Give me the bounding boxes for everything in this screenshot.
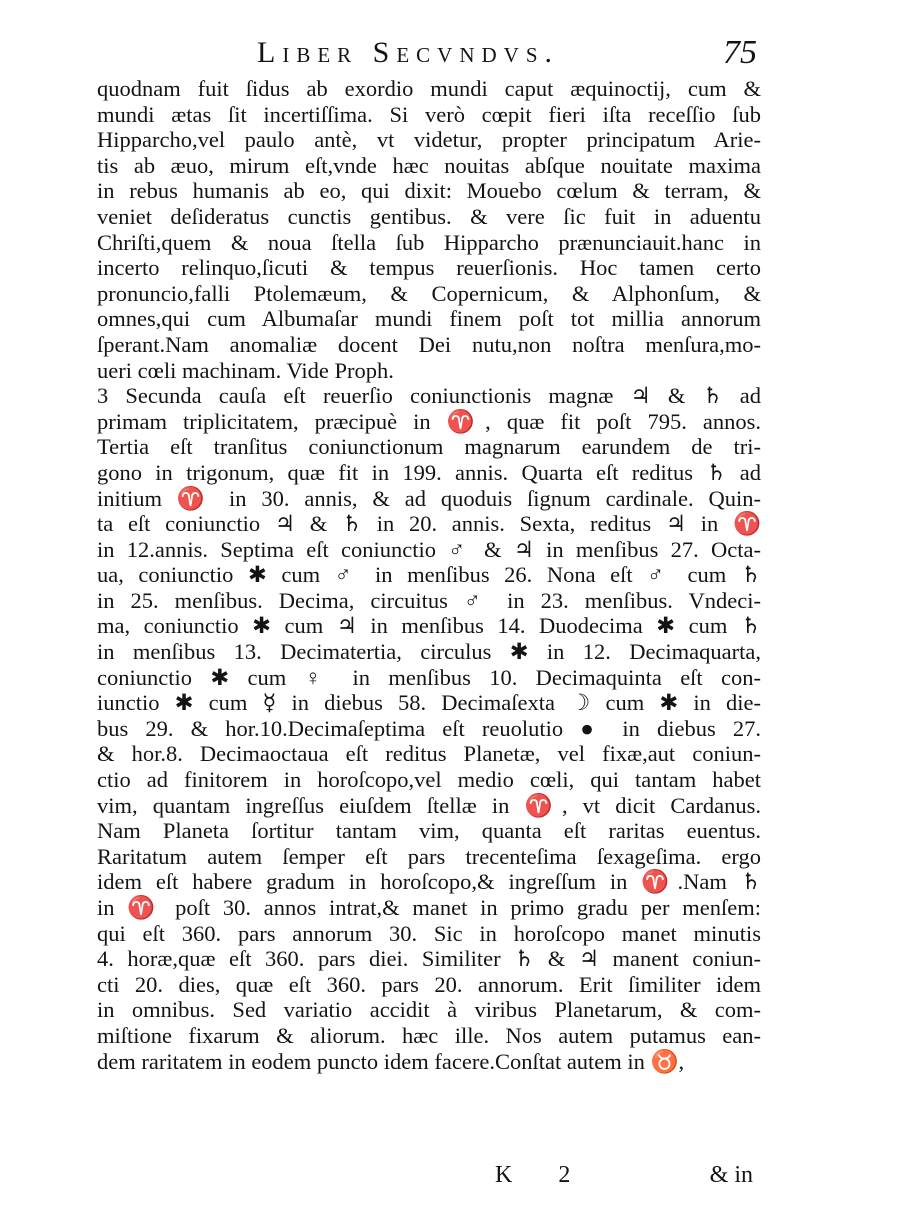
- text-line: in ♈ poſt 30. annos intrat,& manet in primo gradu per menſem:: [97, 895, 761, 920]
- text-line: cti 20. dies, quæ eſt 360. pars 20. annorum. Erit ſimiliter idem: [97, 971, 761, 997]
- text-line: Nam Planeta ſortitur tantam vim, quanta eſt raritas euentus.: [97, 818, 761, 844]
- body-text: [97, 76, 761, 1074]
- text-line: ma, coniunctio ✱ cum ♃ in menſibus 14. Duodecima ✱ cum ♄: [97, 613, 761, 639]
- text-line: & hor.8. Decimaoctaua eſt reditus Planetæ, vel fixæ,aut coniun-: [97, 741, 761, 767]
- running-title: Liber Secvndvs.: [257, 36, 560, 69]
- signature-mark: K 2: [495, 1162, 591, 1188]
- page-footer: [97, 1162, 761, 1196]
- text-line: mundi ætas ſit incertiſſima. Si verò cœpit fieri iſta receſſio ſub: [97, 101, 761, 127]
- text-line: ueri cœli machinam. Vide Proph.: [97, 357, 394, 383]
- text-line: Hipparcho,vel paulo antè, vt videtur, propter principatum Arie-: [97, 127, 761, 153]
- text-line: pronuncio,falli Ptolemæum, & Copernicum, & Alphonſum, &: [97, 280, 761, 306]
- text-line: bus 29. & hor.10.Decimaſeptima eſt reuolutio ● in diebus 27.: [97, 715, 761, 741]
- text-line: incerto relinquo,ſicuti & tempus reuerſionis. Hoc tamen certo: [97, 255, 761, 281]
- text-line: coniunctio ✱ cum ♀ in menſibus 10. Decimaquinta eſt con-: [97, 664, 761, 690]
- text-line: idem eſt habere gradum in horoſcopo,& ingreſſum in ♈.Nam ♄: [97, 869, 761, 895]
- text-line: vim, quantam ingreſſus eiuſdem ſtellæ in ♈, vt dicit Cardanus.: [97, 792, 761, 818]
- text-line: qui eſt 360. pars annorum 30. Sic in horoſcopo manet minutis: [97, 920, 761, 946]
- text-line: gono in trigonum, quæ fit in 199. annis. Quarta eſt reditus ♄ ad: [97, 459, 761, 485]
- text-line: quodnam fuit ſidus ab exordio mundi caput æquinoctij, cum &: [97, 76, 761, 101]
- catchword: & in: [709, 1162, 753, 1188]
- text-line: Chriſti,quem & noua ſtella ſub Hipparcho prænunciauit.hanc in: [97, 229, 761, 255]
- text-line: omnes,qui cum Albumaſar mundi finem poſt tot millia annorum: [97, 306, 761, 332]
- text-line: iunctio ✱ cum ☿ in diebus 58. Decimaſexta ☽ cum ✱ in die-: [97, 690, 761, 716]
- page-number: 75: [723, 34, 757, 71]
- text-line: dem raritatem in eodem puncto idem facere.Conſtat autem in ♉,: [97, 1048, 685, 1074]
- text-line: ſperant.Nam anomaliæ docent Dei nutu,non noſtra menſura,mo-: [97, 331, 761, 357]
- text-line: 4. horæ,quæ eſt 360. pars diei. Similiter ♄ & ♃ manent coniun-: [97, 946, 761, 972]
- text-line: Raritatum autem ſemper eſt pars trecenteſima ſexageſima. ergo: [97, 843, 761, 869]
- text-line: in omnibus. Sed variatio accidit à viribus Planetarum, & com-: [97, 997, 761, 1023]
- text-line: miſtione fixarum & aliorum. hæc ille. Nos autem putamus ean-: [97, 1022, 761, 1048]
- text-line: Tertia eſt tranſitus coniunctionum magnarum earundem de tri-: [97, 434, 761, 460]
- text-line: in 25. menſibus. Decima, circuitus ♂ in 23. menſibus. Vndeci-: [97, 587, 761, 613]
- text-line: 3 Secunda cauſa eſt reuerſio coniunctionis magnæ ♃ & ♄ ad: [97, 383, 761, 409]
- text-line: in 12.annis. Septima eſt coniunctio ♂ & ♃ in menſibus 27. Octa-: [97, 536, 761, 562]
- text-line: veniet deſideratus cunctis gentibus. & vere ſic fuit in aduentu: [97, 203, 761, 229]
- text-line: in rebus humanis ab eo, qui dixit: Mouebo cœlum & terram, &: [97, 178, 761, 204]
- text-line: ua, coniunctio ✱ cum ♂ in menſibus 26. Nona eſt ♂ cum ♄: [97, 562, 761, 588]
- text-line: tis ab æuo, mirum eſt,vnde hæc nouitas abſque nouitate maxima: [97, 152, 761, 178]
- text-line: ta eſt coniunctio ♃ & ♄ in 20. annis. Sexta, reditus ♃ in ♈: [97, 511, 761, 537]
- text-line: in menſibus 13. Decimatertia, circulus ✱ in 12. Decimaquarta,: [97, 639, 761, 665]
- text-line: ctio ad finitorem in horoſcopo,vel medio cœli, qui tantam habet: [97, 767, 761, 793]
- text-line: primam triplicitatem, præcipuè in ♈, quæ fit poſt 795. annos.: [97, 408, 761, 434]
- running-head: [97, 30, 761, 80]
- text-line: initium ♈ in 30. annis, & ad quoduis ſignum cardinale. Quin-: [97, 485, 761, 511]
